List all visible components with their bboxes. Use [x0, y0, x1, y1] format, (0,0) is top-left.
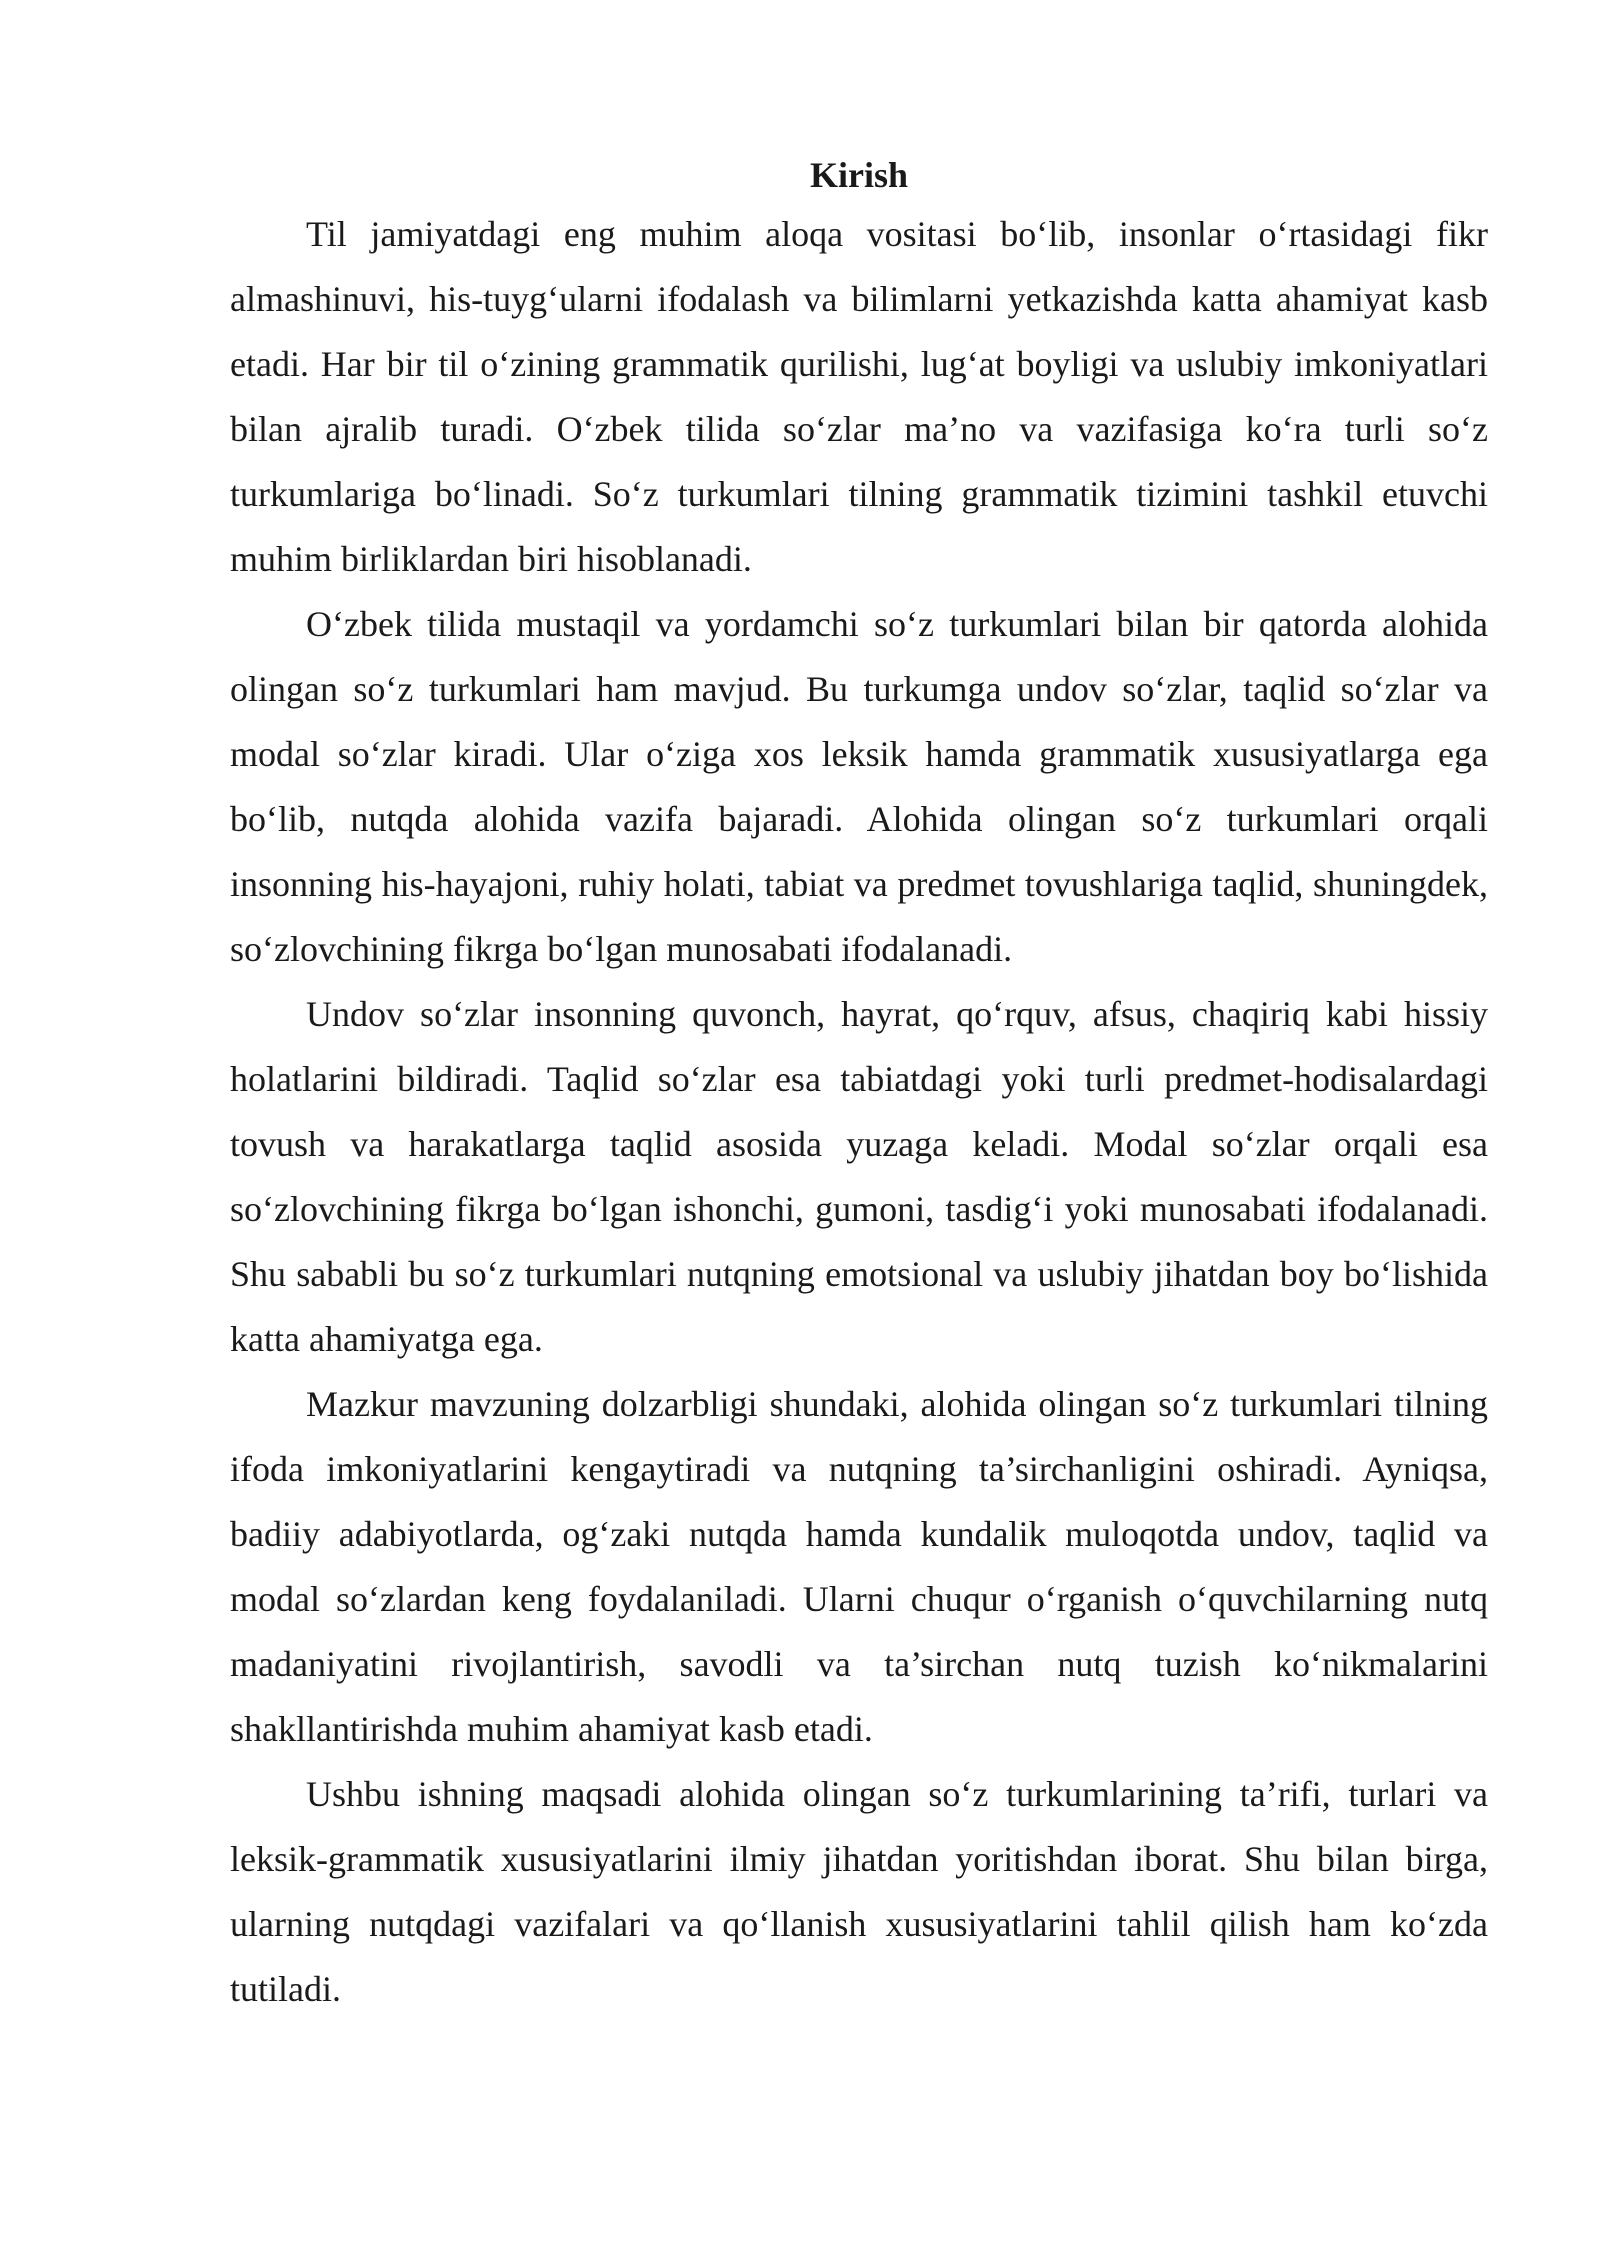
- paragraph-1: Til jamiyatdagi eng muhim aloqa vositasi bo‘lib, insonlar o‘rtasidagi fikr almashinuvi, his-tuyg‘ularni ifodalash va bilimlarni yetkazishda katta ahamiyat kasb etadi. Har bir til o‘zining grammatik qurilishi, lug‘at boyligi va uslubiy imkoniyatlari bilan ajralib turadi. O‘zbek tilida so‘zlar ma’no va vazifasiga ko‘ra turli so‘z turkumlariga bo‘linadi. So‘z turkumlari tilning grammatik tizimini tashkil etuvchi muhim birliklardan biri hisoblanadi.: [230, 214, 1488, 579]
- section-heading: Kirish: [809, 155, 908, 195]
- paragraph-2: O‘zbek tilida mustaqil va yordamchi so‘z turkumlari bilan bir qatorda alohida olingan so‘z turkumlari ham mavjud. Bu turkumga undov so‘zlar, taqlid so‘zlar va modal so‘zlar kiradi. Ular o‘ziga xos leksik hamda grammatik xususiyatlarga ega bo‘lib, nutqda alohida vazifa bajaradi. Alohida olingan so‘z turkumlari orqali insonning his-hayajoni, ruhiy holati, tabiat va predmet tovushlariga taqlid, shuningdek, so‘zlovchining fikrga bo‘lgan munosabati ifodalanadi.: [230, 604, 1488, 969]
- paragraph-5: Ushbu ishning maqsadi alohida olingan so‘z turkumlarining ta’rifi, turlari va leksik-grammatik xususiyatlarini ilmiy jihatdan yoritishdan iborat. Shu bilan birga, ularning nutqdagi vazifalari va qo‘llanish xususiyatlarini tahlil qilish ham ko‘zda tutiladi.: [230, 1774, 1488, 2009]
- paragraph-3: Undov so‘zlar insonning quvonch, hayrat, qo‘rquv, afsus, chaqiriq kabi hissiy holatlarini bildiradi. Taqlid so‘zlar esa tabiatdagi yoki turli predmet-hodisalardagi tovush va harakatlarga taqlid asosida yuzaga keladi. Modal so‘zlar orqali esa so‘zlovchining fikrga bo‘lgan ishonchi, gumoni, tasdig‘i yoki munosabati ifodalanadi. Shu sababli bu so‘z turkumlari nutqning emotsional va uslubiy jihatdan boy bo‘lishida katta ahamiyatga ega.: [230, 994, 1488, 1359]
- paragraph-4: Mazkur mavzuning dolzarbligi shundaki, alohida olingan so‘z turkumlari tilning ifoda imkoniyatlarini kengaytiradi va nutqning ta’sirchanligini oshiradi. Ayniqsa, badiiy adabiyotlarda, og‘zaki nutqda hamda kundalik muloqotda undov, taqlid va modal so‘zlardan keng foydalaniladi. Ularni chuqur o‘rganish o‘quvchilarning nutq madaniyatini rivojlantirish, savodli va ta’sirchan nutq tuzish ko‘nikmalarini shakllantirishda muhim ahamiyat kasb etadi.: [230, 1384, 1488, 1749]
- document-body: [230, 148, 1488, 2022]
